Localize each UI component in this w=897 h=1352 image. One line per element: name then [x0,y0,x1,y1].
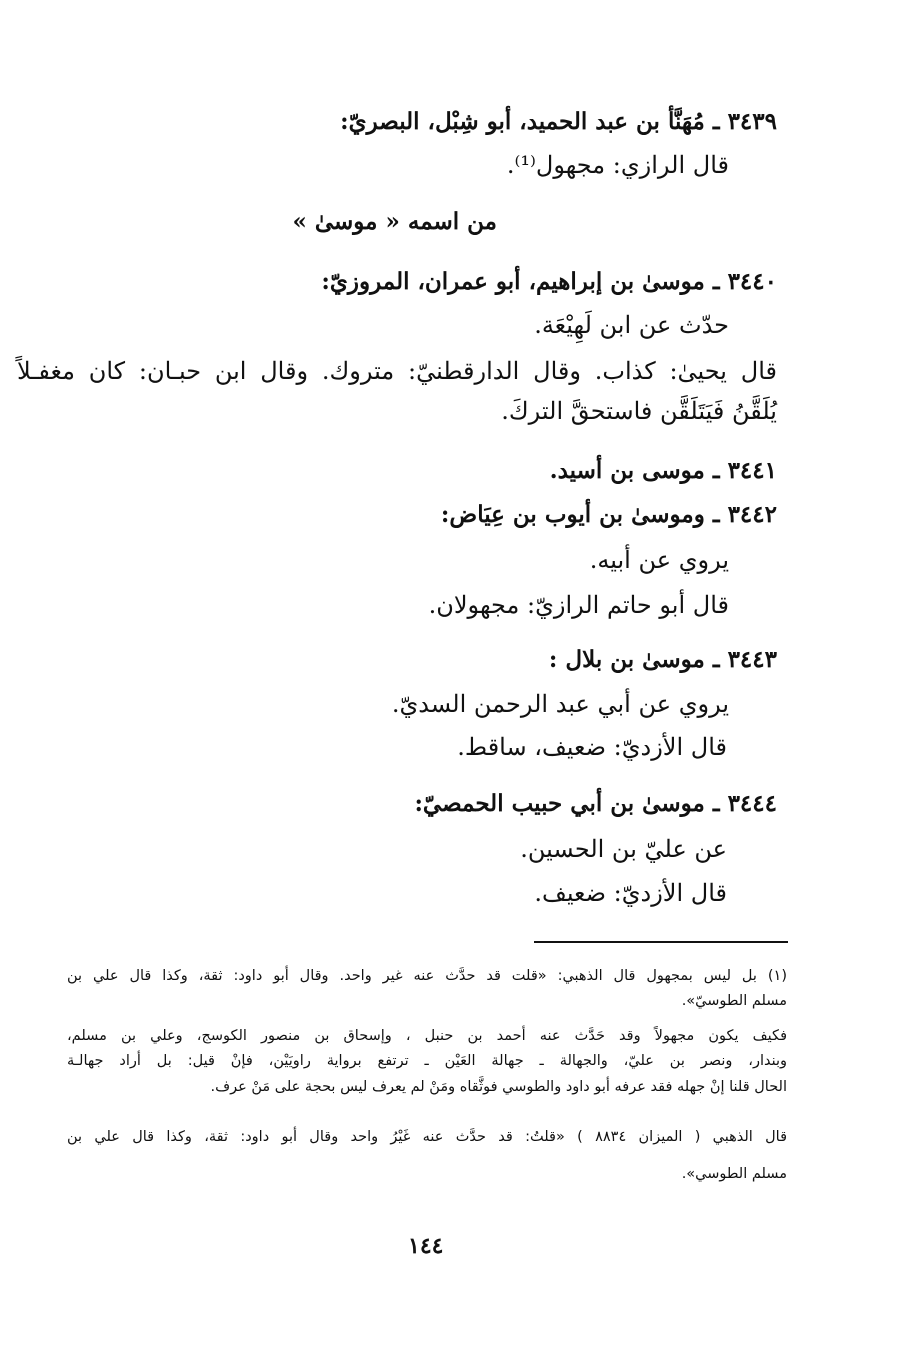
entry-3443-heading: ٣٤٤٣ ـ موسىٰ بن بلال : [548,646,777,673]
entry-3442-heading: ٣٤٤٢ ـ وموسىٰ بن أيوب بن عِيَاض: [440,501,777,528]
entry-3444-text-1: عن عليّ بن الحسين. [520,835,727,863]
entry-3443-text-1: يروي عن أبي عبد الرحمن السديّ. [391,690,729,718]
footnote-line-1: (١) بل ليس بمجهول قال الذهبي: «قلت قد حدَّث عنه غير واحد. وقال أبو داود: ثقة، وكذا قال علي بن [67,968,787,984]
entry-3439-heading: ٣٤٣٩ ـ مُهَنَّأ بن عبد الحميد، أبو شِبْل، البصريّ: [340,108,777,135]
entry-3439-text: قال الرازي: مجهول⁽¹⁾. [506,151,729,179]
entry-3440-text-2: قال يحيىٰ: كذاب. وقال الدارقطنيّ: متروك. وقال ابن حبـان: كان مغفـلاً [17,357,777,385]
entry-3441-heading: ٣٤٤١ ـ موسى بن أسيد. [549,457,777,484]
entry-3442-text-1: يروي عن أبيه. [589,546,729,574]
entry-3440-text-3: يُلَقَّنُ فَيَتَلَقَّن فاستحقَّ التركَ. [501,397,777,425]
entry-3442-text-2: قال أبو حاتم الرازيّ: مجهولان. [428,591,729,619]
section-title: من اسمه « موسىٰ » [292,208,497,235]
entry-3444-heading: ٣٤٤٤ ـ موسىٰ بن أبي حبيب الحمصيّ: [414,790,777,817]
entry-3440-heading: ٣٤٤٠ ـ موسىٰ بن إبراهيم، أبو عمران، المروزيّ: [321,268,777,295]
footnote-line-4: وبندار، ونصر بن عليّ، والجهالة ـ جهالة العَيْن ـ ترتفع برواية راويَيْن، فإنْ قيل: بل أراد جهالـة [67,1053,787,1069]
entry-3444-text-2: قال الأزديّ: ضعيف. [534,879,727,907]
footnote-line-7: مسلم الطوسي». [681,1166,787,1182]
entry-3440-text-1: حدّث عن ابن لَهِيْعَة. [534,311,729,339]
footnote-line-2: مسلم الطوسيّ». [681,993,787,1009]
footnote-line-5: الحال قلنا إنْ جهله فقد عرفه أبو داود والطوسي فوثَّقاه ومَنْ لم يعرف ليس بحجة على مَنْ عرف. [210,1079,787,1095]
footnote-line-6: قال الذهبي ( الميزان ٨٨٣٤ ) «قلتُ: قد حدَّث عنه غَيْرُ واحد وقال أبو داود: ثقة، وكذا قال علي بن [67,1129,788,1145]
page-number: ١٤٤ [408,1233,444,1259]
entry-3443-text-2: قال الأزديّ: ضعيف، ساقط. [457,733,727,761]
footnote-separator [534,941,788,943]
footnote-line-3: فكيف يكون مجهولاً وقد حَدَّث عنه أحمد بن حنبل ، وإسحاق بن منصور الكوسج، وعلي بن مسلم، [67,1028,787,1044]
